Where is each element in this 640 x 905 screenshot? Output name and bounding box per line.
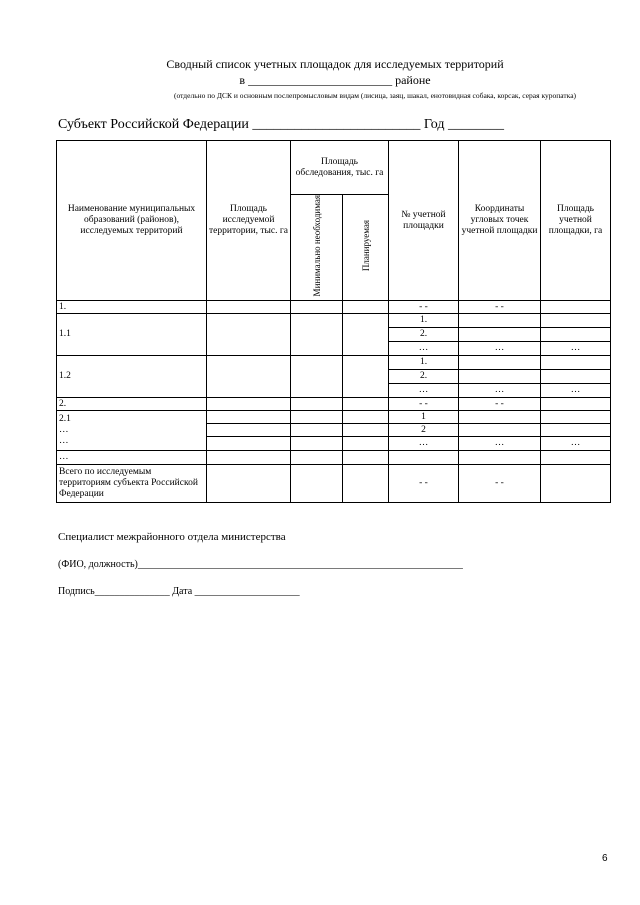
header-plot-number: № учетной площадки: [389, 141, 459, 301]
coords-value: - -: [459, 301, 541, 314]
coords-value: …: [459, 384, 541, 398]
header-plot-area: Площадь учетной площадки, га: [541, 141, 611, 301]
row-label: …: [57, 451, 207, 465]
plot-number: 2.: [389, 370, 459, 384]
specialist-label: Специалист межрайонного отдела министерства: [58, 531, 286, 543]
plot-number: 1.: [389, 314, 459, 328]
header-planned: Планируемая: [360, 220, 371, 272]
coords-value: - -: [459, 398, 541, 411]
district-line: в ________________________ районе: [239, 73, 431, 87]
plot-number: - -: [389, 398, 459, 411]
page-number: 6: [602, 853, 608, 864]
table-row: [57, 314, 611, 328]
header-area-survey: Площадь обследования, тыс. га: [291, 141, 389, 195]
plot-number: 1: [389, 411, 459, 424]
plots-table: [56, 140, 611, 503]
plot-number: …: [389, 384, 459, 398]
row-label: 1.: [57, 301, 207, 314]
row-label: 2.1: [59, 414, 71, 425]
plot-number: …: [389, 342, 459, 356]
header-min-required: Минимально необходимая: [311, 195, 322, 297]
document-title: Сводный список учетных площадок для исследуемых территорий: [166, 57, 504, 71]
row-label: …: [59, 436, 69, 447]
coords-value: …: [459, 342, 541, 356]
plot-number: 2.: [389, 328, 459, 342]
row-label: 2.: [57, 398, 207, 411]
header-coords: Координаты угловых точек учетной площадки: [459, 141, 541, 301]
plot-area-value: …: [541, 342, 611, 356]
table-row-total: [57, 465, 611, 503]
signature-date-line: Подпись_______________ Дата _____________________: [58, 586, 300, 597]
header-municipal: Наименование муниципальных образований (районов), исследуемых территорий: [57, 141, 207, 301]
plot-number: - -: [389, 301, 459, 314]
table-row: [57, 301, 611, 314]
row-label: 1.1: [57, 314, 207, 356]
plot-number: - -: [389, 465, 459, 503]
table-row: [57, 356, 611, 370]
table-row: [57, 451, 611, 465]
plot-area-value: …: [541, 437, 611, 451]
header-area-researched: Площадь исследуемой территории, тыс. га: [207, 141, 291, 301]
plot-number: 2: [389, 424, 459, 437]
fio-line: (ФИО, должность)_________________________________________________________________: [58, 559, 463, 570]
row-label-group: [57, 411, 207, 451]
row-label: …: [59, 425, 69, 436]
species-note: (отдельно по ДСК и основным послепромысловым видам (лисица, заяц, шакал, енотовидная собака, корсак, серая куропатка): [173, 91, 577, 100]
total-label: Всего по исследуемым территориям субъекта Российской Федерации: [57, 465, 207, 503]
plot-number: 1.: [389, 356, 459, 370]
subject-year-line: Субъект Российской Федерации ________________________ Год ________: [58, 117, 504, 132]
row-label: 1.2: [57, 356, 207, 398]
plot-number: …: [389, 437, 459, 451]
table-row: [57, 411, 611, 424]
coords-value: - -: [459, 465, 541, 503]
plot-area-value: …: [541, 384, 611, 398]
coords-value: …: [459, 437, 541, 451]
table-row: [57, 398, 611, 411]
